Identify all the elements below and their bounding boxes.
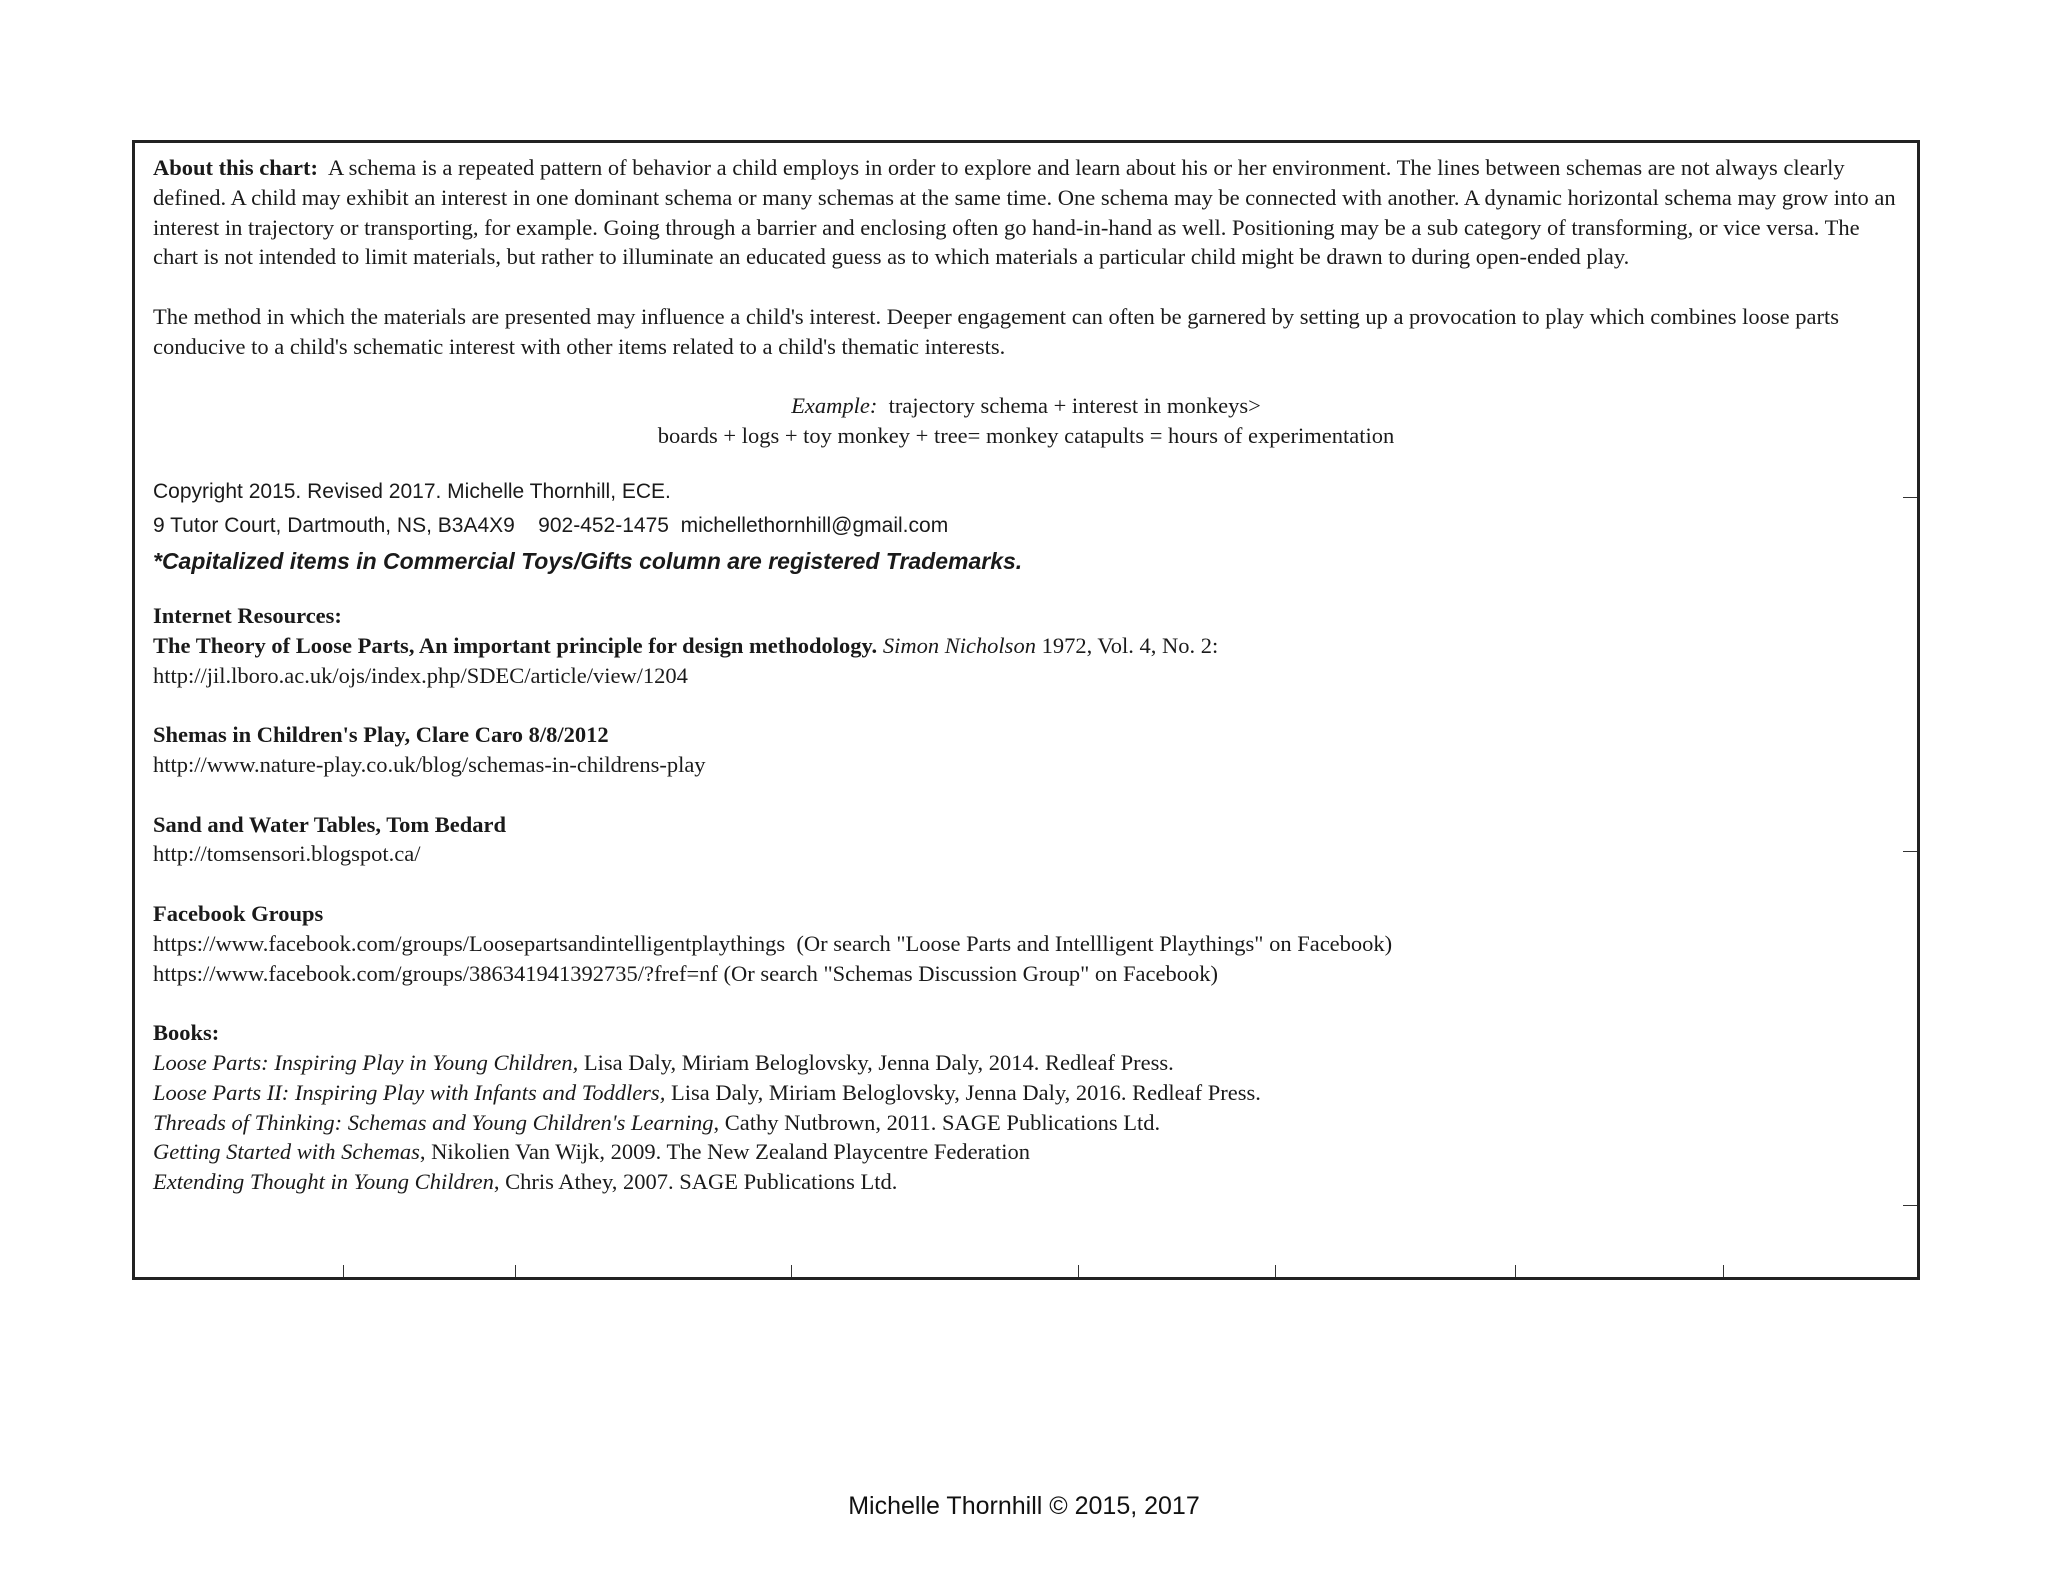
- table-divider-tick: [1903, 1205, 1917, 1206]
- page-footer: Michelle Thornhill © 2015, 2017: [848, 1492, 1200, 1520]
- books-heading: Books:: [153, 1020, 220, 1046]
- sand-title: Sand and Water Tables, Tom Bedard: [153, 811, 507, 837]
- book-item: Threads of Thinking: Schemas and Young Children's Learning, Cathy Nutbrown, 2011. SAGE Publications Ltd.: [153, 1109, 1161, 1135]
- facebook-link-1[interactable]: https://www.facebook.com/groups/Loosepartsandintelligentplaythings (Or search "Loose Parts and Intellligent Playthings" on Facebook): [153, 930, 1393, 956]
- table-divider-tick: [1275, 1265, 1276, 1277]
- content-frame: [132, 140, 1920, 1280]
- facebook-heading: Facebook Groups: [153, 900, 324, 926]
- internet-resources-heading: Internet Resources:: [153, 602, 342, 628]
- table-divider-tick: [1723, 1265, 1724, 1277]
- about-text: A schema is a repeated pattern of behavior a child employs in order to explore and learn about his or her environment. The lines between schemas are not always clearly defined. A child may exhibit an interest in one dominant schema or many schemas at the same time. One schema may be connected with another. A dynamic horizontal schema may grow into an interest in trajectory or transporting, for example. Going through a barrier and enclosing often go hand-in-hand as well. Positioning may be a sub category of transforming, or vice versa. The chart is not intended to limit materials, but rather to illuminate an educated guess as to which materials a particular child might be drawn to during open-ended play.: [153, 155, 1896, 270]
- table-divider-tick: [515, 1265, 516, 1277]
- example-line-2: boards + logs + toy monkey + tree= monkey catapults = hours of experimentation: [657, 423, 1395, 449]
- book-item: Extending Thought in Young Children, Chris Athey, 2007. SAGE Publications Ltd.: [153, 1169, 898, 1195]
- theory-reference: [153, 631, 1899, 661]
- table-divider-tick: [1078, 1265, 1079, 1277]
- schemas-title: Shemas in Children's Play, Clare Caro 8/8/2012: [153, 722, 609, 748]
- table-divider-tick: [791, 1265, 792, 1277]
- theory-ref: 1972, Vol. 4, No. 2:: [1041, 632, 1219, 658]
- document-body: [153, 153, 1899, 1197]
- book-item: Loose Parts: Inspiring Play in Young Children, Lisa Daly, Miriam Beloglovsky, Jenna Daly, 2014. Redleaf Press.: [153, 1049, 1174, 1075]
- sand-url-link[interactable]: http://tomsensori.blogspot.ca/: [153, 841, 421, 867]
- schemas-url-link[interactable]: http://www.nature-play.co.uk/blog/schemas-in-childrens-play: [153, 751, 706, 777]
- theory-title: The Theory of Loose Parts, An important principle for design methodology.: [153, 632, 878, 658]
- about-label: About this chart:: [153, 155, 319, 180]
- table-divider-tick: [1903, 497, 1917, 498]
- example-text: trajectory schema + interest in monkeys>: [888, 393, 1261, 419]
- about-paragraph: [153, 153, 1899, 272]
- table-divider-tick: [343, 1265, 344, 1277]
- facebook-link-2[interactable]: https://www.facebook.com/groups/386341941392735/?fref=nf (Or search "Schemas Discussion Group" on Facebook): [153, 960, 1219, 986]
- address-line: 9 Tutor Court, Dartmouth, NS, B3A4X9 902-452-1475 michellethornhill@gmail.com: [153, 513, 949, 537]
- table-divider-tick: [1515, 1265, 1516, 1277]
- theory-author: Simon Nicholson: [882, 632, 1036, 658]
- example-line-1: [153, 391, 1899, 421]
- theory-url-link[interactable]: http://jil.lboro.ac.uk/ojs/index.php/SDEC/article/view/1204: [153, 662, 688, 688]
- trademark-note: *Capitalized items in Commercial Toys/Gifts column are registered Trademarks.: [153, 547, 1023, 574]
- table-divider-tick: [1903, 851, 1917, 852]
- book-item: Loose Parts II: Inspiring Play with Infants and Toddlers, Lisa Daly, Miriam Beloglovsky, Jenna Daly, 2016. Redleaf Press.: [153, 1079, 1261, 1105]
- book-item: Getting Started with Schemas, Nikolien Van Wijk, 2009. The New Zealand Playcentre Federation: [153, 1139, 1031, 1165]
- method-paragraph: The method in which the materials are presented may influence a child's interest. Deeper engagement can often be garnered by setting up a provocation to play which combines loose parts conducive to a child's schematic interest with other items related to a child's thematic interests.: [153, 303, 1839, 359]
- copyright-line: Copyright 2015. Revised 2017. Michelle Thornhill, ECE.: [153, 479, 671, 503]
- example-label: Example:: [791, 393, 878, 419]
